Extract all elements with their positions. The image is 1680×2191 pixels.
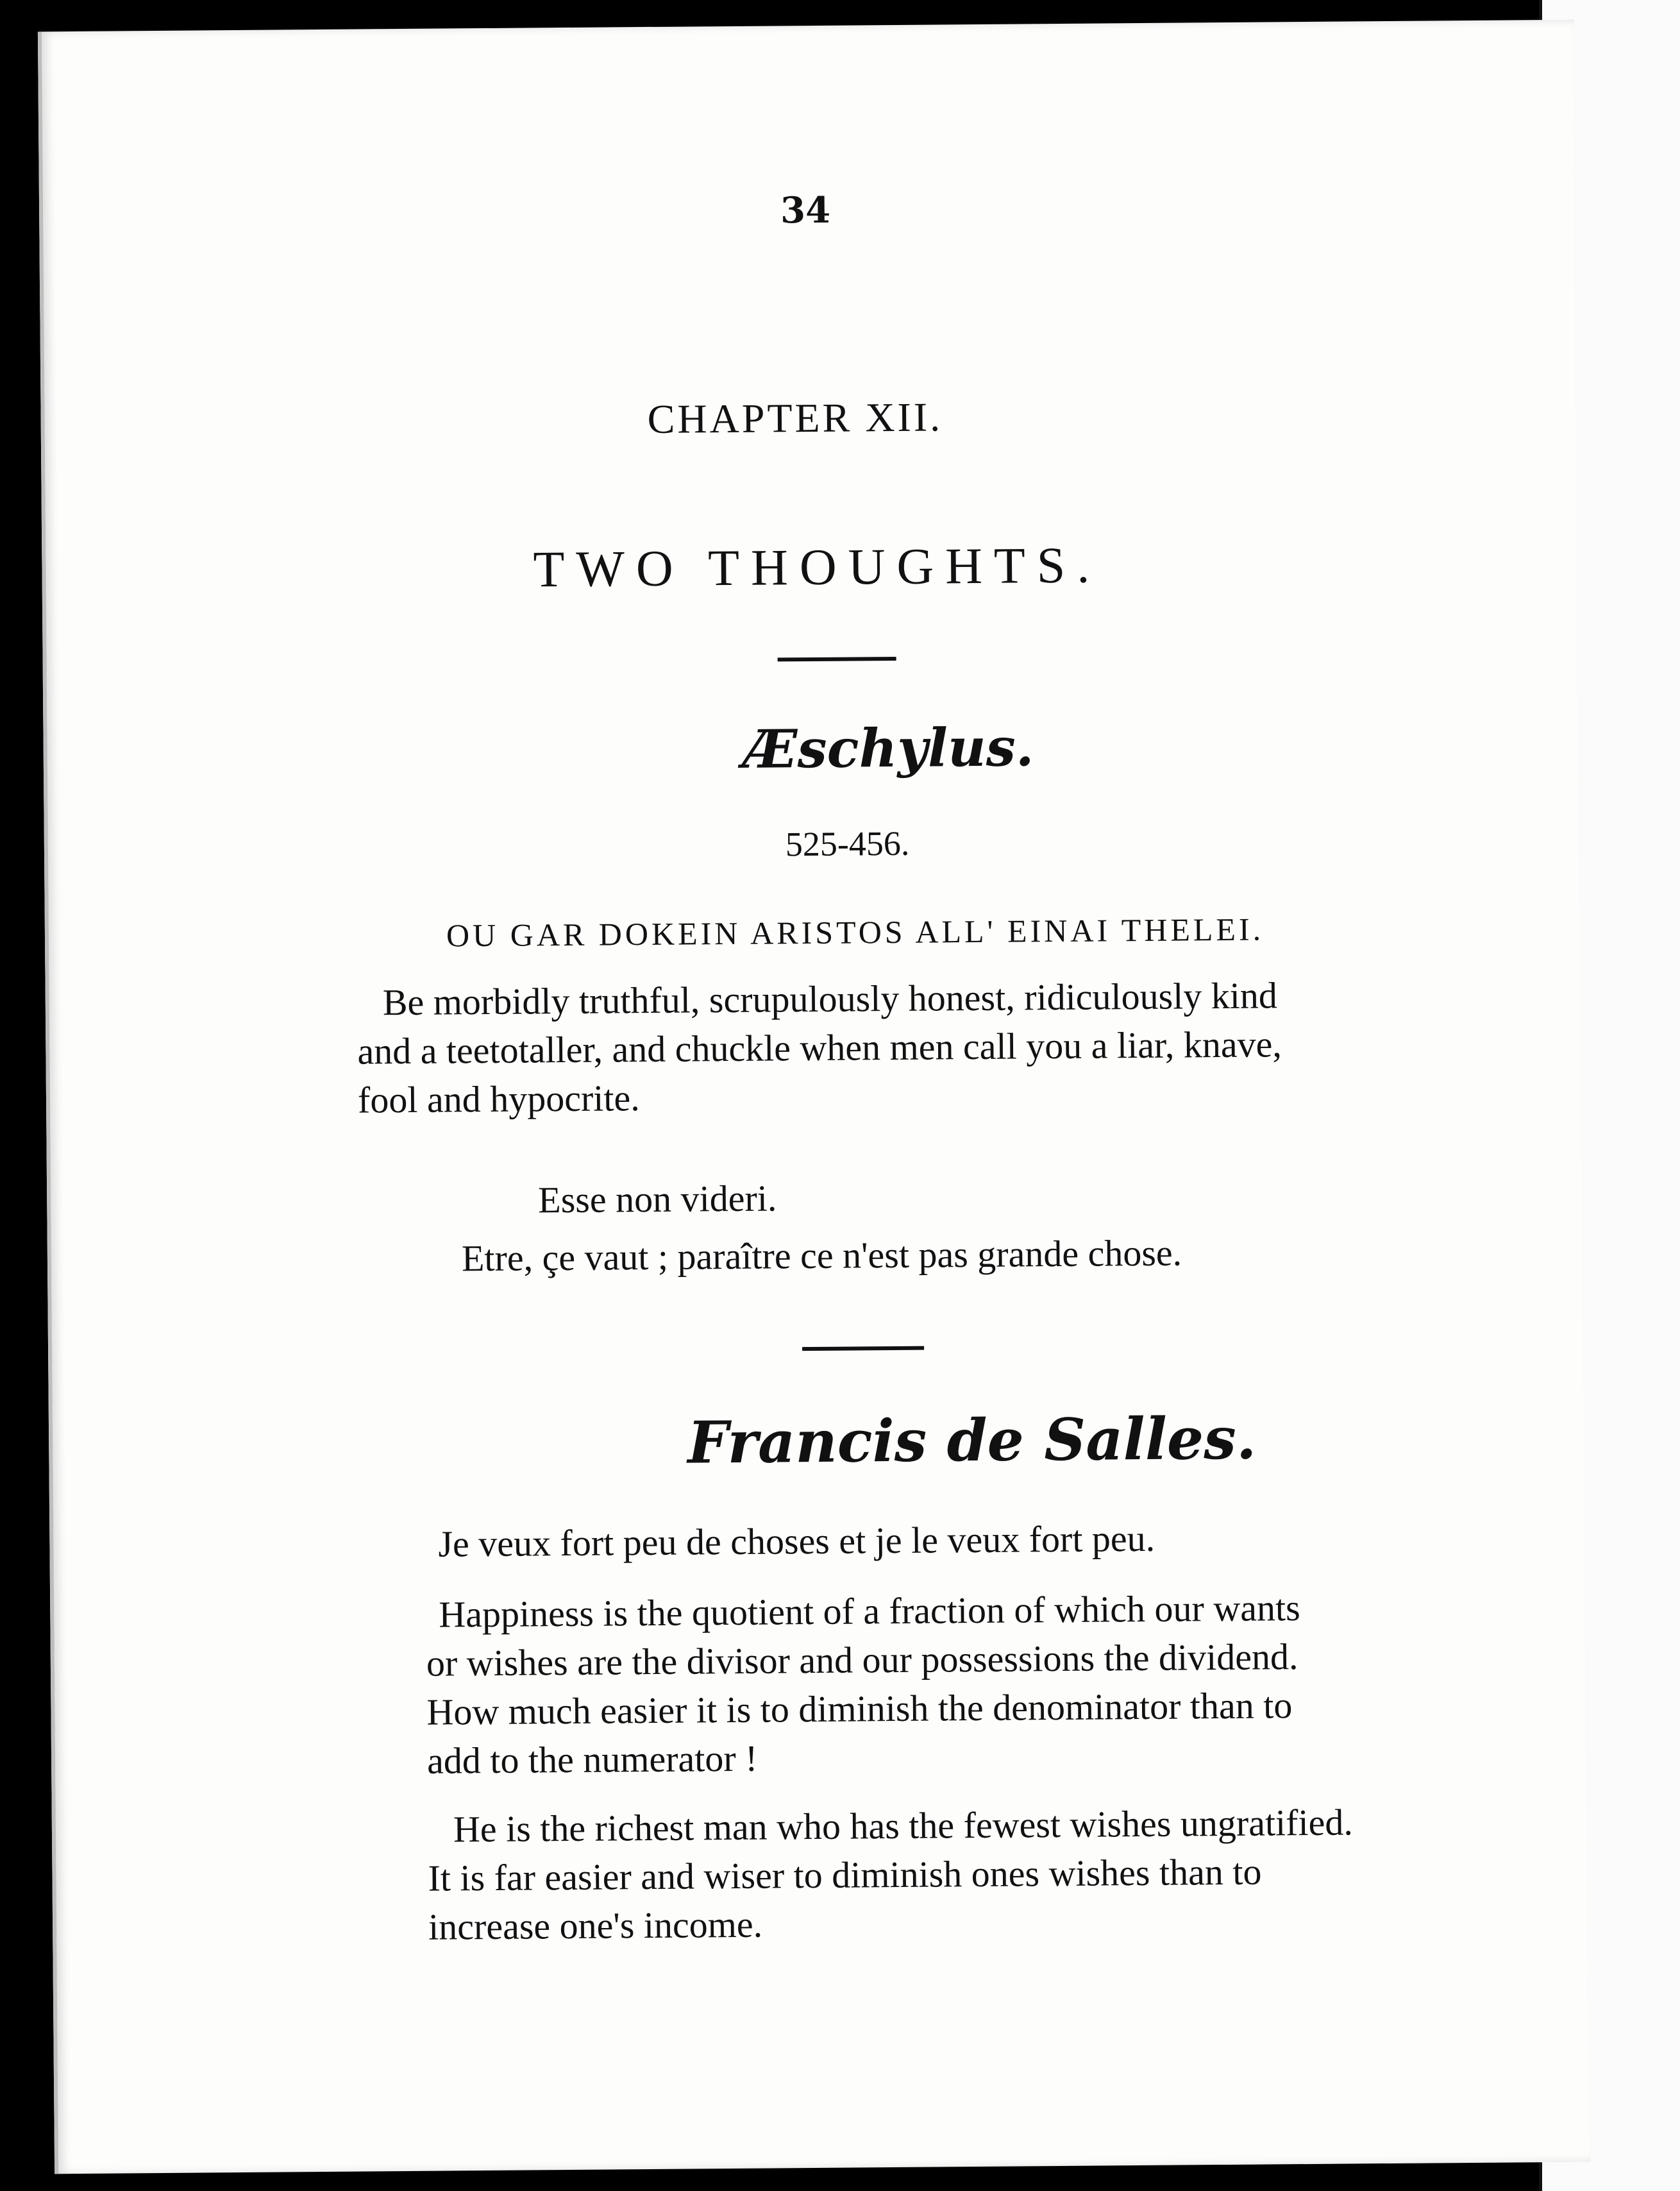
paragraph-line: He is the richest man who has the fewest wishes ungratified. [453,1801,1354,1850]
paragraph-line: add to the numerator ! [426,1737,758,1782]
paragraph-aeschylus [357,971,1282,1124]
chapter-heading: CHAPTER XII. [647,394,943,443]
paragraph-line: or wishes are the divisor and our possessions the dividend. [426,1636,1298,1684]
paragraph-line: and a teetotaller, and chuckle when men call you a liar, knave, [357,1023,1282,1072]
latin-motto: Esse non videri. [537,1177,777,1221]
transliterated-quote: OU GAR DOKEIN ARISTOS ALL' EINAI THELEI. [446,911,1264,954]
divider-rule [778,657,896,661]
author-heading-aeschylus: Æschylus. [743,716,1034,781]
paragraph-line: Be morbidly truthful, scrupulously honest, ridiculously kind [382,974,1278,1024]
paragraph-line: increase one's income. [428,1903,763,1948]
paragraph-line: It is far easier and wiser to diminish ones wishes than to [428,1850,1262,1899]
author-heading-francis-de-salles: Francis de Salles. [687,1404,1257,1477]
paragraph-happiness [426,1584,1302,1786]
french-quote: Je veux fort peu de choses et je le veux fort peu. [438,1517,1155,1565]
divider-rule [802,1346,924,1351]
paragraph-line: Happiness is the quotient of a fraction of which our wants [439,1587,1300,1636]
paragraph-line: fool and hypocrite. [357,1077,640,1121]
paragraph-line: How much easier it is to diminish the denominator than to [426,1684,1293,1733]
author-dates: 525-456. [785,824,910,864]
book-page [38,20,1591,2174]
paragraph-richest-man [428,1798,1354,1951]
page-number: 34 [780,189,831,232]
chapter-title: TWO THOUGHTS. [533,537,1102,598]
french-motto: Etre, çe vaut ; paraître ce n'est pas grande chose. [461,1231,1182,1280]
